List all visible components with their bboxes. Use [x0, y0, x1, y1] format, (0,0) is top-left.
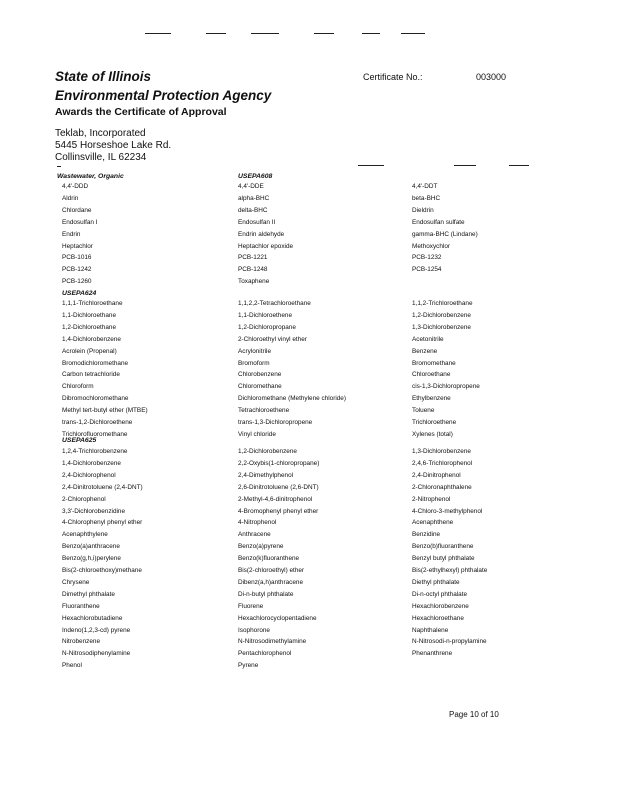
analyte-cell: 4,4'-DDT	[412, 183, 438, 190]
header-rule	[251, 33, 279, 34]
analyte-cell: Trichlorofluoromethane	[62, 430, 128, 438]
analyte-cell: Hexachlorobutadiene	[62, 614, 123, 622]
analyte-cell: Acrylonitrile	[238, 347, 272, 355]
lab-street: 5445 Horseshoe Lake Rd.	[55, 140, 172, 151]
analyte-cell: Pentachlorophenol	[238, 650, 292, 658]
analyte-cell: Bis(2-chloroethoxy)methane	[62, 567, 142, 574]
analyte-cell: Heptachlor epoxide	[238, 242, 294, 250]
analyte-cell: Nitrobenzene	[62, 638, 101, 646]
analyte-cell: Benzo(k)fluoranthene	[238, 555, 300, 563]
analyte-cell: Benzidine	[412, 531, 441, 539]
header-rule	[206, 33, 226, 34]
analyte-cell: Hexachlorocyclopentadiene	[238, 614, 317, 622]
analyte-cell: Diethyl phthalate	[412, 578, 460, 586]
analyte-cell: PCB-1232	[412, 254, 442, 262]
analyte-cell: Phenanthrene	[412, 650, 453, 658]
form-rule	[509, 165, 529, 166]
analyte-cell: Vinyl chloride	[238, 430, 276, 438]
agency-name: Environmental Protection Agency	[55, 88, 272, 103]
analyte-cell: 2,4-Dimethylphenol	[238, 471, 294, 479]
analyte-cell: 1,2,4-Trichlorobenzene	[62, 448, 128, 455]
certificate-label: Certificate No.:	[363, 72, 423, 82]
analyte-cell: Toluene	[412, 407, 435, 415]
analyte-cell: 2-Chloroethyl vinyl ether	[238, 335, 307, 343]
agency-state: State of Illinois	[55, 69, 152, 84]
header-rule	[362, 33, 380, 34]
analyte-cell: 2,4-Dinitrotoluene (2,4-DNT)	[62, 483, 143, 491]
analyte-cell: Bis(2-ethylhexyl) phthalate	[412, 567, 488, 574]
analyte-cell: 2-Chlorophenol	[62, 495, 106, 503]
analyte-cell: Chloromethane	[238, 383, 282, 391]
analyte-cell: Fluorene	[238, 602, 264, 610]
analyte-cell: 2,4,6-Trichlorophenol	[412, 459, 473, 467]
analyte-cell: Indeno(1,2,3-cd) pyrene	[62, 626, 131, 634]
analyte-cell: Benzo(b)fluoranthene	[412, 543, 474, 551]
analyte-cell: beta-BHC	[412, 194, 441, 202]
analyte-cell: PCB-1016	[62, 254, 92, 262]
header-rule	[145, 33, 171, 34]
analyte-cell: Endosulfan I	[62, 218, 98, 226]
analyte-cell: Heptachlor	[62, 242, 93, 250]
analyte-cell: 4-Chlorophenyl phenyl ether	[62, 519, 143, 527]
section-title-usepa625: USEPA625	[62, 437, 97, 444]
analyte-cell: Pyrene	[238, 662, 259, 670]
analyte-cell: Di-n-butyl phthalate	[238, 590, 294, 598]
analyte-cell: Ethylbenzene	[412, 395, 451, 403]
analyte-cell: 2,2-Oxybis(1-chloropropane)	[238, 459, 320, 467]
analyte-cell: Benzene	[412, 347, 438, 355]
analyte-cell: Endrin	[62, 230, 81, 238]
analyte-cell: 2-Chloronaphthalene	[412, 483, 472, 491]
analyte-cell: 2,4-Dichlorophenol	[62, 471, 116, 479]
analyte-cell: 1,1-Dichloroethene	[238, 311, 292, 319]
analyte-cell: Aldrin	[62, 194, 79, 202]
analyte-cell: 1,1,2-Trichloroethane	[412, 300, 473, 307]
certificate-subtitle: Awards the Certificate of Approval	[55, 106, 227, 118]
analyte-cell: 1,1,1-Trichloroethane	[62, 300, 123, 307]
analyte-cell: Fluoranthene	[62, 602, 100, 610]
analyte-cell: Tetrachloroethene	[238, 407, 290, 415]
analyte-cell: 1,3-Dichlorobenzene	[412, 448, 471, 455]
analyte-cell: Acenaphthylene	[62, 531, 108, 539]
analyte-cell: 4-Chloro-3-methylphenol	[412, 507, 483, 515]
analyte-cell: Benzo(g,h,i)perylene	[62, 555, 121, 563]
analyte-cell: 2,4-Dinitrophenol	[412, 471, 461, 479]
header-rule	[401, 33, 425, 34]
section-method: USEPA608	[238, 173, 273, 180]
analyte-cell: PCB-1254	[412, 266, 442, 274]
form-rule	[57, 166, 61, 167]
analyte-cell: Toxaphene	[238, 278, 270, 286]
analyte-cell: Xylenes (total)	[412, 430, 453, 438]
analyte-cell: Phenol	[62, 662, 82, 670]
analyte-cell: delta-BHC	[238, 206, 268, 214]
analyte-cell: 4,4'-DDD	[62, 183, 89, 190]
analyte-cell: 1,2-Dichloroethane	[62, 323, 116, 331]
analyte-cell: Bromodichloromethane	[62, 359, 129, 367]
form-rule	[358, 165, 384, 166]
analyte-cell: Benzo(a)pyrene	[238, 543, 284, 551]
analyte-cell: Methoxychlor	[412, 242, 451, 250]
analyte-cell: Dibromochloromethane	[62, 395, 129, 403]
analyte-cell: Chrysene	[62, 578, 90, 586]
analyte-cell: Benzo(a)anthracene	[62, 543, 120, 551]
analyte-cell: cis-1,3-Dichloropropene	[412, 383, 480, 391]
analyte-cell: 4,4'-DDE	[238, 183, 264, 190]
analyte-cell: Hexachloroethane	[412, 614, 464, 622]
analyte-cell: PCB-1242	[62, 266, 92, 274]
analyte-cell: Di-n-octyl phthalate	[412, 590, 468, 598]
analyte-cell: Bis(2-chloroethyl) ether	[238, 567, 305, 574]
analyte-cell: Dichloromethane (Methylene chloride)	[238, 395, 346, 403]
analyte-cell: 1,4-Dichlorobenzene	[62, 335, 121, 343]
analyte-cell: 1,2-Dichlorobenzene	[238, 448, 297, 455]
analyte-cell: 2-Methyl-4,6-dinitrophenol	[238, 495, 313, 503]
analyte-cell: Isophorone	[238, 626, 270, 634]
analyte-cell: Dieldrin	[412, 206, 434, 214]
section-title-wastewater: Wastewater, Organic	[57, 173, 124, 180]
analyte-cell: Methyl tert-butyl ether (MTBE)	[62, 407, 148, 415]
analyte-cell: N-Nitrosodimethylamine	[238, 638, 307, 646]
analyte-cell: Acenaphthene	[412, 519, 454, 527]
analyte-cell: Trichloroethene	[412, 419, 457, 426]
analyte-cell: Endosulfan sulfate	[412, 218, 465, 226]
analyte-cell: Chloroethane	[412, 371, 451, 379]
analyte-cell: 2,6-Dinitrotoluene (2,6-DNT)	[238, 483, 319, 491]
analyte-cell: Chlordane	[62, 206, 92, 214]
analyte-cell: Acetonitrile	[412, 335, 444, 343]
analyte-cell: 1,1-Dichloroethane	[62, 311, 116, 319]
header-rule	[314, 33, 334, 34]
analyte-cell: Chloroform	[62, 383, 94, 391]
section-title-usepa624: USEPA624	[62, 290, 97, 297]
analyte-cell: 4-Bromophenyl phenyl ether	[238, 507, 319, 515]
analyte-cell: trans-1,2-Dichloroethene	[62, 419, 133, 426]
analyte-cell: Naphthalene	[412, 626, 449, 634]
analyte-cell: Dimethyl phthalate	[62, 590, 115, 598]
analyte-cell: 1,3-Dichlorobenzene	[412, 323, 471, 331]
analyte-cell: 2-Nitrophenol	[412, 495, 451, 503]
lab-city: Collinsville, IL 62234	[55, 152, 147, 163]
analyte-cell: Acrolein (Propenal)	[62, 347, 117, 355]
analyte-cell: Anthracene	[238, 531, 271, 539]
analyte-cell: Carbon tetrachloride	[62, 371, 120, 379]
analyte-cell: N-Nitrosodi-n-propylamine	[412, 638, 487, 646]
analyte-cell: trans-1,3-Dichloropropene	[238, 419, 313, 426]
lab-name: Teklab, Incorporated	[55, 128, 146, 139]
analyte-cell: Endrin aldehyde	[238, 230, 285, 238]
analyte-cell: 4-Nitrophenol	[238, 519, 277, 527]
analyte-cell: 1,2-Dichloropropane	[238, 323, 296, 331]
analyte-cell: Chlorobenzene	[238, 371, 282, 379]
analyte-cell: Endosulfan II	[238, 218, 276, 226]
analyte-cell: PCB-1248	[238, 266, 268, 274]
analyte-cell: 1,2-Dichlorobenzene	[412, 311, 471, 319]
page-number: Page 10 of 10	[449, 710, 499, 719]
certificate-number: 003000	[476, 72, 507, 82]
analyte-cell: Hexachlorobenzene	[412, 602, 469, 610]
analyte-cell: Dibenz(a,h)anthracene	[238, 578, 304, 586]
analyte-cell: 1,4-Dichlorobenzene	[62, 459, 121, 467]
analyte-cell: Benzyl butyl phthalate	[412, 555, 475, 563]
analyte-cell: PCB-1221	[238, 254, 268, 262]
analyte-cell: N-Nitrosodiphenylamine	[62, 650, 131, 658]
analyte-cell: alpha-BHC	[238, 194, 270, 202]
analyte-cell: gamma-BHC (Lindane)	[412, 230, 478, 238]
analyte-cell: PCB-1260	[62, 278, 92, 286]
analyte-cell: 1,1,2,2-Tetrachloroethane	[238, 300, 311, 307]
analyte-cell: Bromoform	[238, 359, 270, 367]
form-rule	[454, 165, 476, 166]
analyte-cell: 3,3'-Dichlorobenzidine	[62, 507, 126, 515]
analyte-cell: Bromomethane	[412, 359, 456, 367]
